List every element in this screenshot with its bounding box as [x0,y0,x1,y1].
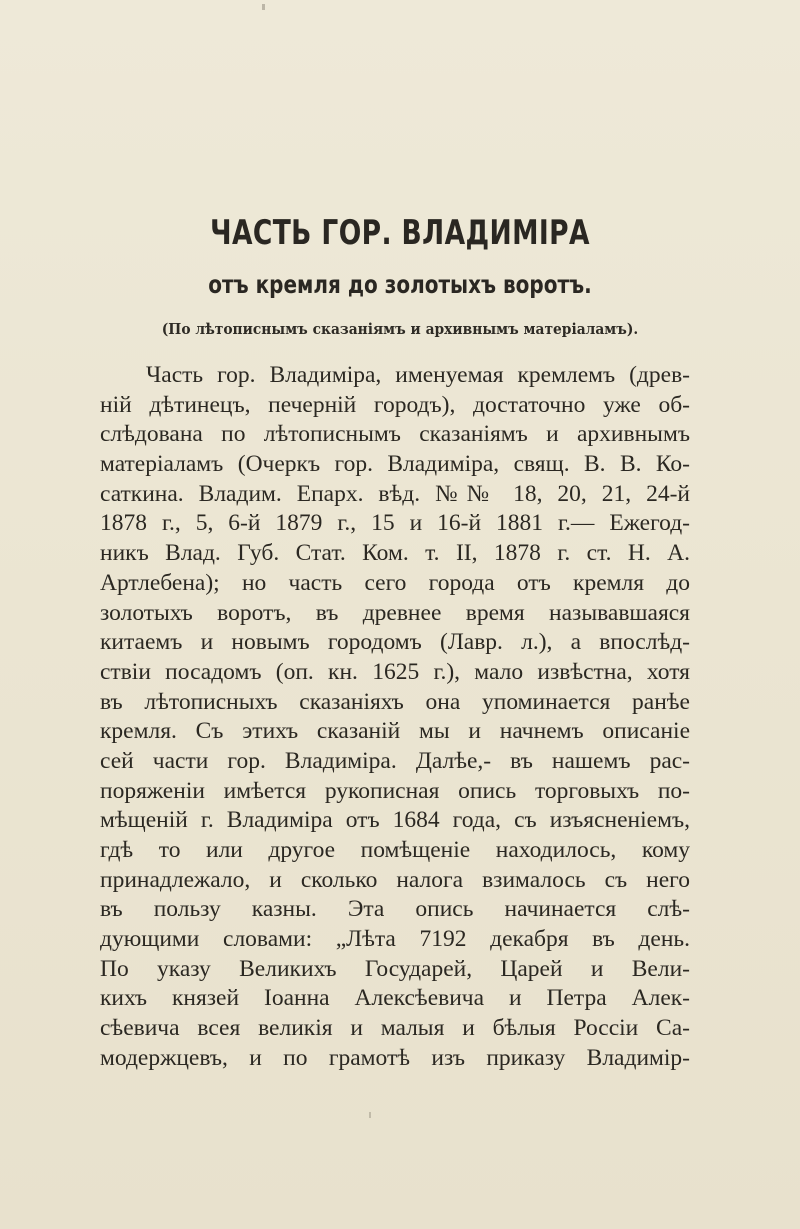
text-line: Артлебена); но часть сего города отъ кремля до [100,569,690,596]
source-note: (По лѣтописнымъ сказаніямъ и архивнымъ матеріаламъ). [161,320,639,338]
text-line: слѣдована по лѣтописнымъ сказаніямъ и архивнымъ [100,421,690,448]
text-line: саткина. Владим. Епарх. вѣд. №№ 18, 20, 21, 24-й [100,480,690,507]
text-line: Часть гор. Владиміра, именуемая кремлемъ (древ- [146,362,690,388]
text-line: гдѣ то или другое помѣщеніе находилось, кому [100,837,690,863]
text-line: дующими словами: „Лѣта 7192 декабря въ день. [100,926,690,953]
text-line: сей части гор. Владиміра. Далѣе,- въ нашемъ рас- [100,747,690,774]
body-text [100,361,690,1074]
page-mark [369,1112,371,1118]
text-line: въ пользу казны. Эта опись начинается слѣ- [100,896,690,923]
text-line: кремля. Съ этихъ сказаній мы и начнемъ описаніе [100,718,690,745]
text-line: поряженіи имѣется рукописная опись торговыхъ по- [100,777,690,804]
text-line: мѣщеній г. Владиміра отъ 1684 года, съ изъясненіемъ, [100,807,690,834]
text-line: По указу Великихъ Государей, Царей и Вели- [100,955,690,982]
text-line: ствіи посадомъ (оп. кн. 1625 г.), мало извѣстна, хотя [100,658,690,685]
text-line: китаемъ и новымъ городомъ (Лавр. л.), а впослѣд- [100,629,690,656]
text-line: никъ Влад. Губ. Стат. Ком. т. II, 1878 г. ст. Н. А. [100,540,690,567]
text-line: кихъ князей Іоанна Алексѣевича и Петра Алек- [100,985,690,1012]
text-line: въ лѣтописныхъ сказаніяхъ она упоминается ранѣе [100,688,690,715]
page-title: ЧАСТЬ ГОР. ВЛАДИМІРА [210,213,590,253]
page-subtitle: отъ кремля до золотыхъ воротъ. [208,270,592,299]
text-line: золотыхъ воротъ, въ древнее время называвшаяся [100,599,690,626]
text-line: модержцевъ, и по грамотѣ изъ приказу Владимір- [100,1044,690,1071]
text-line: принадлежало, и сколько налога взималось съ него [100,866,690,893]
text-line: сѣевича всея великія и малыя и бѣлыя Россіи Са- [100,1015,690,1042]
page-mark [262,4,265,10]
text-line: матеріаламъ (Очеркъ гор. Владиміра, свящ. В. В. Ко- [100,451,690,478]
text-line: 1878 г., 5, 6-й 1879 г., 15 и 16-й 1881 г.— Ежегод- [100,510,690,537]
text-line: ній дѣтинецъ, печерній городъ), достаточно уже об- [100,391,690,418]
